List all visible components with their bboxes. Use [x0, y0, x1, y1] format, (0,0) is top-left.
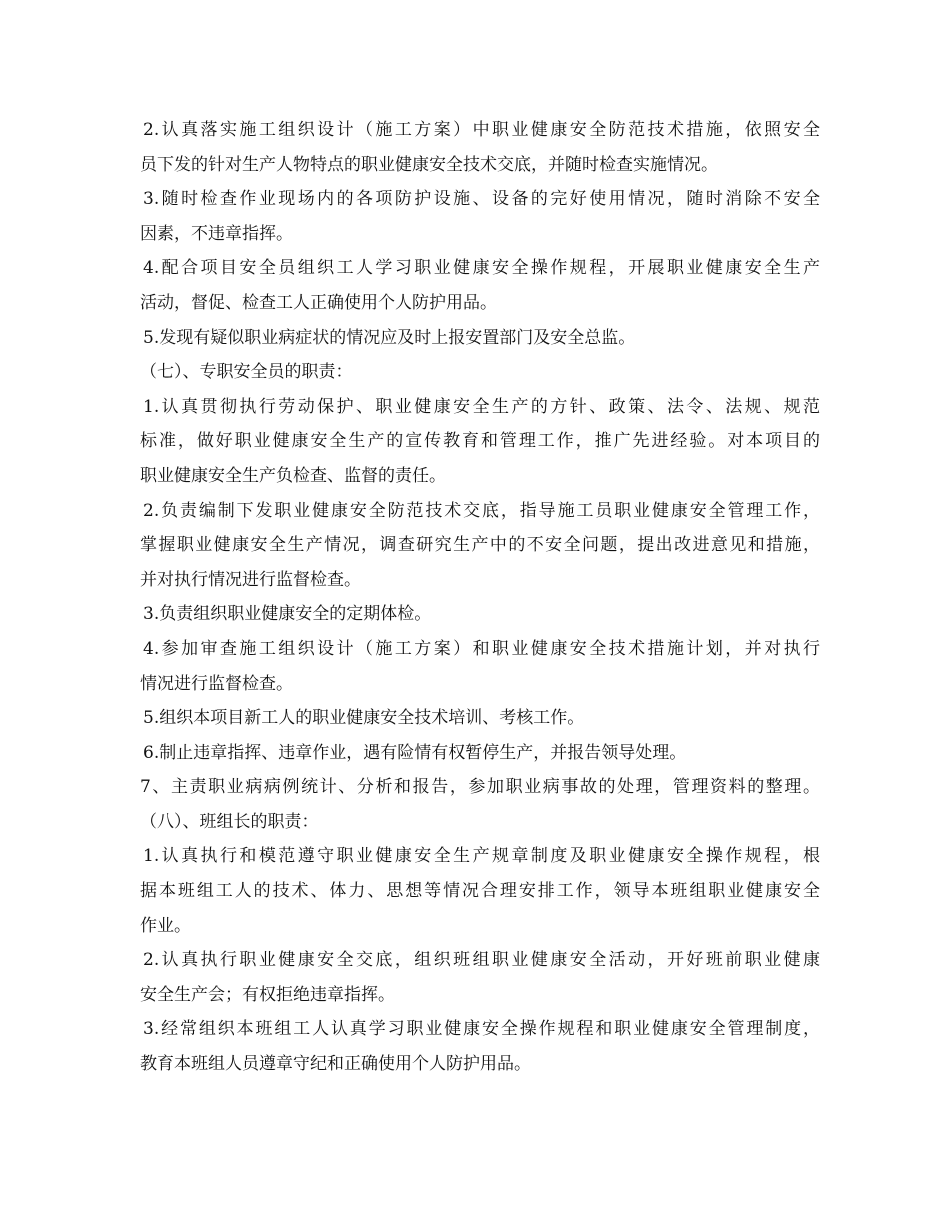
paragraph-line: 1.认真贯彻执行劳动保护、职业健康安全生产的方针、政策、法令、法规、规范 — [143, 396, 820, 417]
paragraph-line: 3.随时检查作业现场内的各项防护设施、设备的完好使用情况，随时消除不安全 — [143, 189, 820, 210]
paragraph-line: 1.认真执行和模范遵守职业健康安全生产规章制度及职业健康安全操作规程，根 — [143, 846, 820, 867]
paragraph-line: 情况进行监督检查。 — [140, 673, 293, 694]
paragraph-line: 标准，做好职业健康安全生产的宣传教育和管理工作，推广先进经验。对本项目的 — [140, 431, 820, 452]
paragraph-line: 因素，不违章指挥。 — [140, 223, 293, 244]
paragraph-line: 3.负责组织职业健康安全的定期体检。 — [143, 604, 432, 625]
section-heading: （八）、班组长的职责： — [140, 811, 319, 832]
paragraph-line: 3.经常组织本班组工人认真学习职业健康安全操作规程和职业健康安全管理制度， — [143, 1019, 820, 1040]
paragraph-line: 作业。 — [140, 915, 191, 936]
paragraph-line: 员下发的针对生产人物特点的职业健康安全技术交底，并随时检查实施情况。 — [140, 154, 718, 175]
paragraph-line: 7、主责职业病病例统计、分析和报告，参加职业病事故的处理，管理资料的整理。 — [140, 777, 820, 798]
paragraph-line: 2.认真落实施工组织设计（施工方案）中职业健康安全防范技术措施，依照安全 — [143, 120, 820, 140]
paragraph-line: 4.配合项目安全员组织工人学习职业健康安全操作规程，开展职业健康安全生产 — [143, 258, 820, 279]
paragraph-line: 掌握职业健康安全生产情况，调查研究生产中的不安全问题，提出改进意见和措施， — [140, 535, 820, 556]
paragraph-line: 4.参加审查施工组织设计（施工方案）和职业健康安全技术措施计划，并对执行 — [143, 638, 820, 659]
paragraph-line: 职业健康安全生产负检查、监督的责任。 — [140, 465, 446, 486]
paragraph-line: 2.负责编制下发职业健康安全防范技术交底，指导施工员职业健康安全管理工作， — [143, 500, 820, 521]
paragraph-line: 并对执行情况进行监督检查。 — [140, 569, 361, 590]
document-body — [140, 113, 820, 1082]
paragraph-line: 5.发现有疑似职业病症状的情况应及时上报安置部门及安全总监。 — [143, 327, 636, 348]
section-heading: （七）、专职安全员的职责： — [140, 362, 353, 383]
paragraph-line: 教育本班组人员遵章守纪和正确使用个人防护用品。 — [140, 1054, 531, 1075]
paragraph-line: 活动，督促、检查工人正确使用个人防护用品。 — [140, 292, 497, 313]
paragraph-line: 2.认真执行职业健康安全交底，组织班组职业健康安全活动，开好班前职业健康 — [143, 950, 820, 971]
paragraph-line: 安全生产会；有权拒绝违章指挥。 — [140, 984, 395, 1005]
paragraph-line: 据本班组工人的技术、体力、思想等情况合理安排工作，领导本班组职业健康安全 — [140, 881, 820, 902]
paragraph-line: 6.制止违章指挥、违章作业，遇有险情有权暂停生产，并报告领导处理。 — [143, 742, 687, 763]
paragraph-line: 5.组织本项目新工人的职业健康安全技术培训、考核工作。 — [143, 708, 585, 729]
